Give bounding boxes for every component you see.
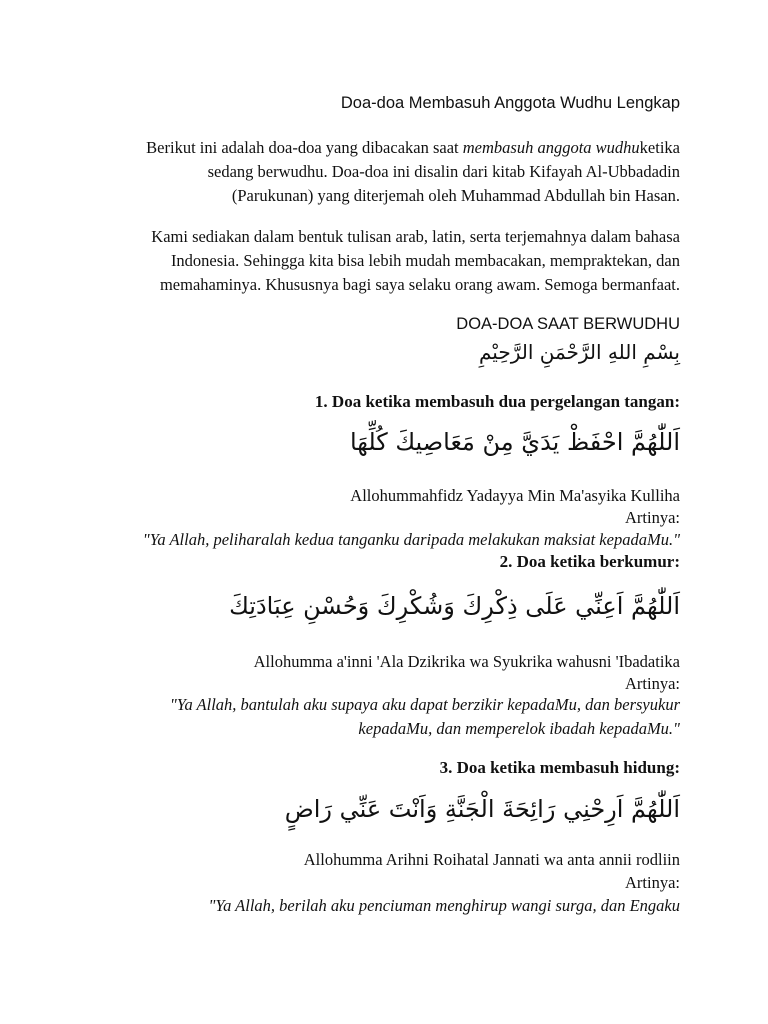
item-2-artinya-label: Artinya: [625, 674, 680, 693]
document-title: Doa-doa Membasuh Anggota Wudhu Lengkap [340, 94, 680, 112]
item-1-meaning: "Ya Allah, peliharalah kedua tanganku daripada melakukan maksiat kepadaMu." [142, 530, 680, 549]
intro-line-2: sedang berwudhu. Doa-doa ini disalin dari kitab Kifayah Al-Ubbadadin [207, 162, 680, 181]
intro-text-end: ketika [639, 138, 680, 157]
para2-line-1: Kami sediakan dalam bentuk tulisan arab, latin, serta terjemahnya dalam bahasa [151, 227, 680, 246]
item-2-meaning-line-1: "Ya Allah, bantulah aku supaya aku dapat berzikir kepadaMu, dan bersyukur [169, 695, 680, 714]
item-1-latin: Allohummahfidz Yadayya Min Ma'asyika Kulliha [350, 486, 680, 505]
item-2-latin: Allohumma a'inni 'Ala Dzikrika wa Syukrika wahusni 'Ibadatika [253, 652, 680, 671]
item-1-heading: 1. Doa ketika membasuh dua pergelangan tangan: [314, 392, 680, 411]
item-3-artinya-label: Artinya: [625, 873, 680, 892]
second-paragraph [90, 225, 680, 297]
intro-line-1 [90, 136, 680, 160]
item-3-meaning: "Ya Allah, berilah aku penciuman menghirup wangi surga, dan Engaku [208, 896, 680, 915]
intro-emphasis: membasuh anggota wudhu [462, 138, 640, 157]
item-1-arabic: اَللّٰهُمَّ احْفَظْ يَدَيَّ مِنْ مَعَاصِيكَ كُلِّهَا [349, 428, 680, 456]
item-2-meaning-line-2: kepadaMu, dan memperelok ibadah kepadaMu." [358, 719, 680, 738]
intro-text-start: Berikut ini adalah doa-doa yang dibacakan saat [146, 138, 463, 157]
section-heading: DOA-DOA SAAT BERWUDHU [456, 315, 680, 333]
para2-line-2: Indonesia. Sehingga kita bisa lebih mudah membacakan, mempraktekan, dan [170, 251, 680, 270]
item-2-heading: 2. Doa ketika berkumur: [499, 552, 680, 571]
item-1-artinya-label: Artinya: [625, 508, 680, 527]
item-3-arabic: اَللّٰهُمَّ اَرِحْنِي رَائِحَةَ الْجَنَّةِ وَاَنْتَ عَنِّي رَاضٍ [284, 795, 680, 823]
para2-line-3: memahaminya. Khususnya bagi saya selaku orang awam. Semoga bermanfaat. [159, 275, 680, 294]
item-2-arabic: اَللّٰهُمَّ اَعِنِّي عَلَى ذِكْرِكَ وَشُكْرِكَ وَحُسْنِ عِبَادَتِكَ [229, 592, 680, 620]
intro-paragraph [90, 136, 680, 208]
item-3-heading: 3. Doa ketika membasuh hidung: [439, 758, 680, 777]
item-3-latin: Allohumma Arihni Roihatal Jannati wa anta annii rodliin [303, 850, 680, 869]
basmalah-arabic: بِسْمِ اللهِ الرَّحْمَنِ الرَّحِيْمِ [478, 340, 680, 364]
item-2-meaning [90, 693, 680, 741]
intro-line-3: (Parukunan) yang diterjemah oleh Muhammad Abdullah bin Hasan. [231, 186, 680, 205]
document-page [90, 0, 680, 1024]
